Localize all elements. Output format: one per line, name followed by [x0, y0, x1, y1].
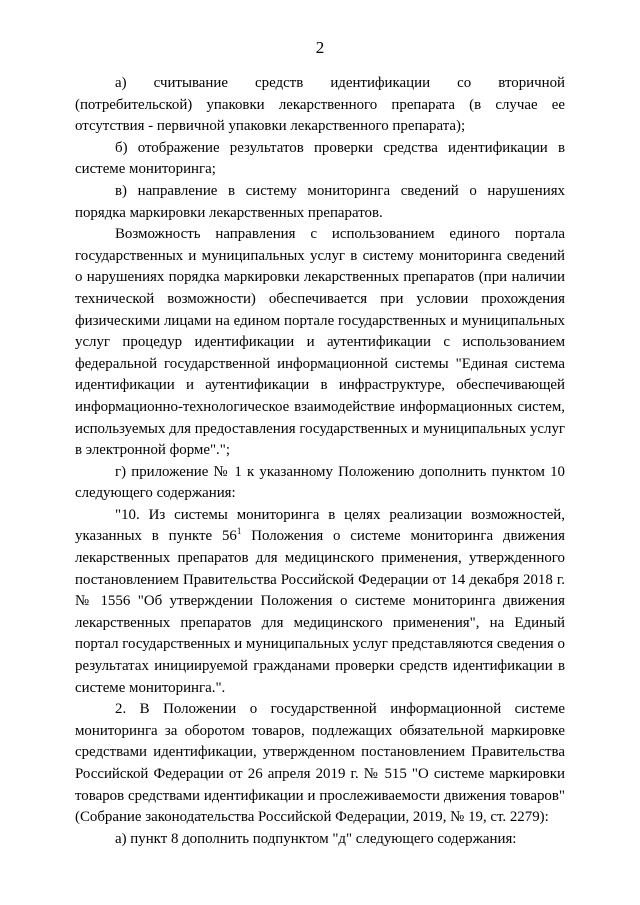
paragraph-section-2: 2. В Положении о государственной информационной системе мониторинга за оборотом товаров, подлежащих обязательной маркировке средствами идентификации, утвержденном постановлением Правительства Российской Федерации от 26 апреля 2019 г. № 515 "О системе маркировки товаров средствами идентификации и прослеживаемости движения товаров" (Собрание законодательства Российской Федерации, 2019, № 19, ст. 2279): [75, 701, 565, 826]
document-body [75, 73, 565, 850]
paragraph-point-10 [75, 505, 565, 699]
paragraph-item-b: б) отображение результатов проверки средства идентификации в системе мониторинга; [75, 139, 565, 178]
paragraph-item-a: а) считывание средств идентификации со вторичной (потребительской) упаковки лекарственного препарата (в случае ее отсутствия - первичной упаковки лекарственного препарата); [75, 75, 565, 135]
page-number: 2 [315, 38, 325, 57]
footnote-superscript: 1 [236, 526, 242, 537]
paragraph-item-a-point-8: а) пункт 8 дополнить подпунктом "д" следующего содержания: [115, 830, 517, 847]
paragraph-item-v: в) направление в систему мониторинга сведений о нарушениях порядка маркировки лекарственных препаратов. [75, 182, 565, 221]
point-10-text-end: Положения о системе мониторинга движения лекарственных препаратов для медицинского применения, утвержденного постановлением Правительства Российской Федерации от 14 декабря 2018 г. № 1556 "Об утверждении Положения о системе мониторинга движения лекарственных препаратов для медицинского применения", на Единый портал государственных и муниципальных услуг представляются сведения о результатах инициируемой гражданами проверки средств идентификации в системе мониторинга.". [75, 528, 565, 696]
paragraph-item-g: г) приложение № 1 к указанному Положению дополнить пунктом 10 следующего содержания: [75, 463, 565, 502]
point-10-text-start: "10. Из системы мониторинга в целях реализации возможностей, указанных в пункте 56 [75, 506, 565, 545]
paragraph-portal-possibility: Возможность направления с использованием единого портала государственных и муниципальных услуг в систему мониторинга сведений о нарушениях порядка маркировки лекарственных препаратов (при наличии технической возможности) обеспечивается при условии прохождения физическими лицами на едином портале государственных и муниципальных услуг процедур идентификации и аутентификации с использованием федеральной государственной информационной системы "Единая система идентификации и аутентификации в инфраструктуре, обеспечивающей информационно-технологическое взаимодействие информационных систем, используемых для предоставления государственных и муниципальных услуг в электронной форме"."; [75, 226, 565, 459]
